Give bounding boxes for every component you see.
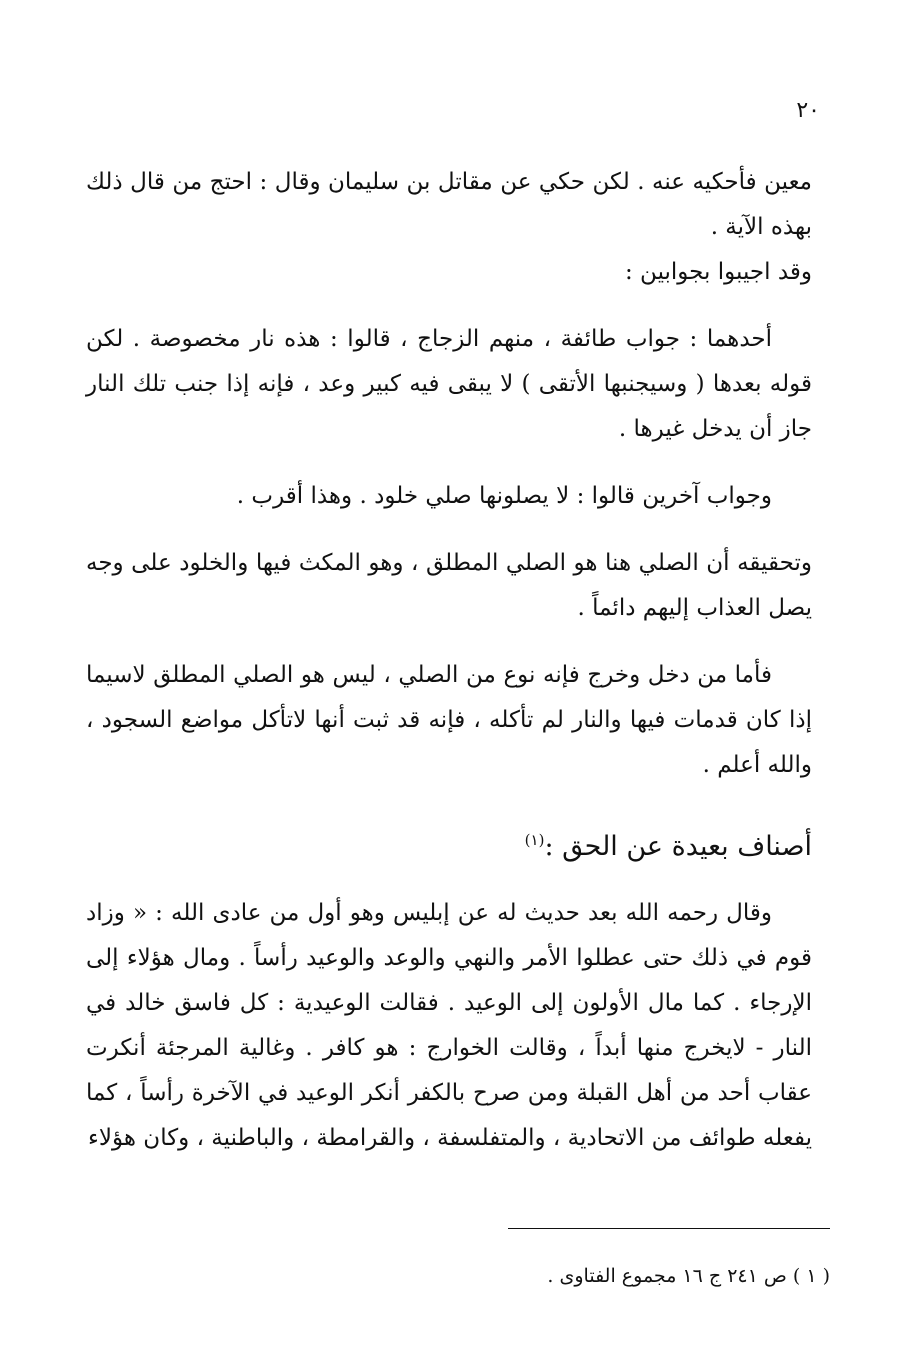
- main-text: [86, 160, 812, 1161]
- section-heading: [86, 818, 812, 869]
- page-number: ٢٠: [796, 98, 820, 123]
- footnote-divider: [508, 1228, 830, 1229]
- paragraph-second-answer: وجواب آخرين قالوا : لا يصلونها صلي خلود . وهذا أقرب .: [236, 483, 772, 509]
- section-heading-text: أصناف بعيدة عن الحق :: [544, 831, 812, 862]
- paragraph-first-answer: أحدهما : جواب طائفة ، منهم الزجاج ، قالوا : هذه نار مخصوصة . لكن قوله بعدها ( وسيجنبها الأتقى ) لا يبقى فيه كبير وعد ، فإنه إذا جنب تلك النار جاز أن يدخل غيرها .: [86, 326, 812, 442]
- footnote-marker: (١): [524, 831, 545, 849]
- footnote: ( ١ ) ص ٢٤١ ج ١٦ مجموع الفتاوى .: [547, 1265, 830, 1287]
- paragraph-section-body: وقال رحمه الله بعد حديث له عن إبليس وهو أول من عادى الله : « وزاد قوم في ذلك حتى عطلوا الأمر والنهي والوعد والوعيد رأساً . ومال هؤلاء إلى الإرجاء . كما مال الأولون إلى الوعيد . فقالت الوعيدية : كل فاسق خالد في النار - لايخرج منها أبداً ، وقالت الخوارج : هو كافر . وغالية المرجئة أنكرت عقاب أحد من أهل القبلة ومن صرح بالكفر أنكر الوعيد في الآخرة رأساً ، كما يفعله طوائف من الاتحادية ، والمتفلسفة ، والقرامطة ، والباطنية ، وكان هؤلاء: [86, 900, 812, 1151]
- paragraph-verification: وتحقيقه أن الصلي هنا هو الصلي المطلق ، وهو المكث فيها والخلود على وجه يصل العذاب إليهم دائماً .: [86, 550, 812, 621]
- paragraph-entry-exit: فأما من دخل وخرج فإنه نوع من الصلي ، ليس هو الصلي المطلق لاسيما إذا كان قدمات فيها والنار لم تأكله ، فإنه قد ثبت أنها لاتأكل مواضع السجود ، والله أعلم .: [86, 662, 812, 778]
- paragraph-continuation: معين فأحكيه عنه . لكن حكي عن مقاتل بن سليمان وقال : احتج من قال ذلك بهذه الآية .: [86, 169, 812, 240]
- paragraph-two-answers-intro: وقد اجيبوا بجوابين :: [625, 259, 812, 285]
